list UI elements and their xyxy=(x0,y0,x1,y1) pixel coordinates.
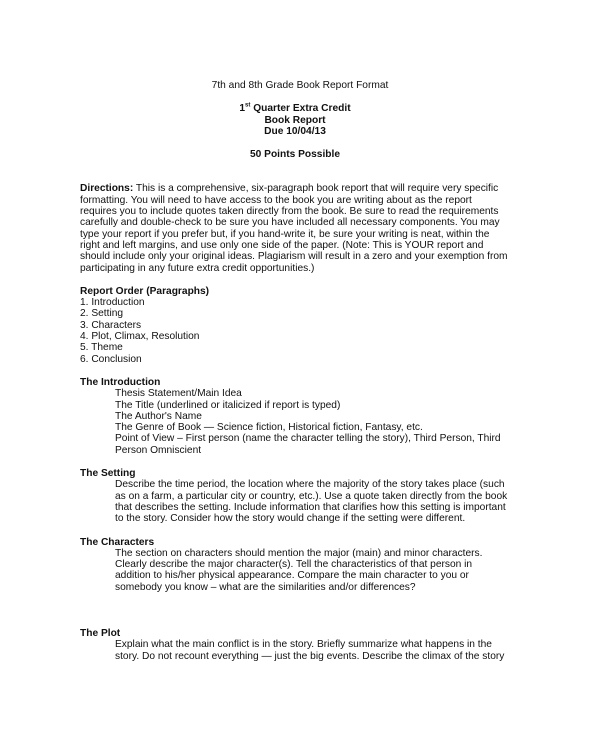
introduction-item: The Author's Name xyxy=(115,410,202,422)
setting-heading: The Setting xyxy=(80,468,136,480)
book-report-heading: Book Report xyxy=(264,114,326,126)
report-order-item: 5. Theme xyxy=(80,342,123,354)
plot-text: Explain what the main conflict is in the story. Briefly summarize what happens in the story. Do not recount everything — just the big events. Describe the climax of the story xyxy=(115,639,505,662)
directions-paragraph xyxy=(80,183,510,273)
report-order-item: 6. Conclusion xyxy=(80,353,142,365)
setting-text: Describe the time period, the location where the majority of the story takes place (such as on a farm, a particular city or country, etc.). Use a quote taken directly from the book that describes the setting. Include information that clarifies how this setting is important to the story. Consider how the story would change if the setting were different. xyxy=(115,479,508,525)
introduction-item: The Title (underlined or italicized if report is typed) xyxy=(115,399,341,411)
introduction-list xyxy=(80,388,510,456)
due-date: Due 10/04/13 xyxy=(264,125,326,137)
report-order-item: 4. Plot, Climax, Resolution xyxy=(80,331,200,343)
report-order-item: 2. Setting xyxy=(80,308,124,320)
setting-section xyxy=(80,468,510,524)
directions-text: This is a comprehensive, six-paragraph book report that will require very specific formatting. You will need to have access to the book you are writing about as the report requires you to include quotes taken directly from the book. Be sure to read the requirements carefully and double-check to be sure you have included all necessary components. You may type your report if you prefer but, if you hand-write it, be sure your writing is neat, within the right and left margins, and use only one side of the paper. (Note: This is YOUR report and should include only your original ideas. Plagiarism will result in a zero and your exemption from participating in any future extra credit opportunities.) xyxy=(80,183,508,274)
directions-label: Directions: xyxy=(80,183,134,195)
document-title: 7th and 8th Grade Book Report Format xyxy=(211,80,389,91)
plot-section xyxy=(80,628,510,662)
plot-heading: The Plot xyxy=(80,627,121,639)
document-body xyxy=(80,80,510,662)
quarter-text: Quarter Extra Credit xyxy=(250,103,351,115)
report-order-heading: Report Order (Paragraphs) xyxy=(80,285,210,297)
introduction-section xyxy=(80,377,510,456)
characters-text: The section on characters should mention the major (main) and minor characters. Clearly describe the major character(s). Tell the characteristics of that person in addition to his/her physical appearance. Compare the main character to you or somebody you know – what are the similarities and/or differences? xyxy=(115,547,483,593)
characters-heading: The Characters xyxy=(80,536,155,548)
introduction-heading: The Introduction xyxy=(80,376,161,388)
introduction-item: The Genre of Book — Science fiction, Historical fiction, Fantasy, etc. xyxy=(115,422,423,434)
report-order-item: 1. Introduction xyxy=(80,297,145,309)
quarter-ordinal: st xyxy=(245,102,251,109)
points-possible: 50 Points Possible xyxy=(249,149,341,161)
quarter-number: 1 xyxy=(239,103,246,115)
introduction-item: Point of View – First person (name the character telling the story), Third Person, Third Person Omniscient xyxy=(115,433,501,456)
report-order-item: 3. Characters xyxy=(80,319,142,331)
quarter-heading xyxy=(80,103,510,114)
introduction-item: Thesis Statement/Main Idea xyxy=(115,388,242,400)
characters-section xyxy=(80,537,510,593)
report-order-section xyxy=(80,286,510,365)
